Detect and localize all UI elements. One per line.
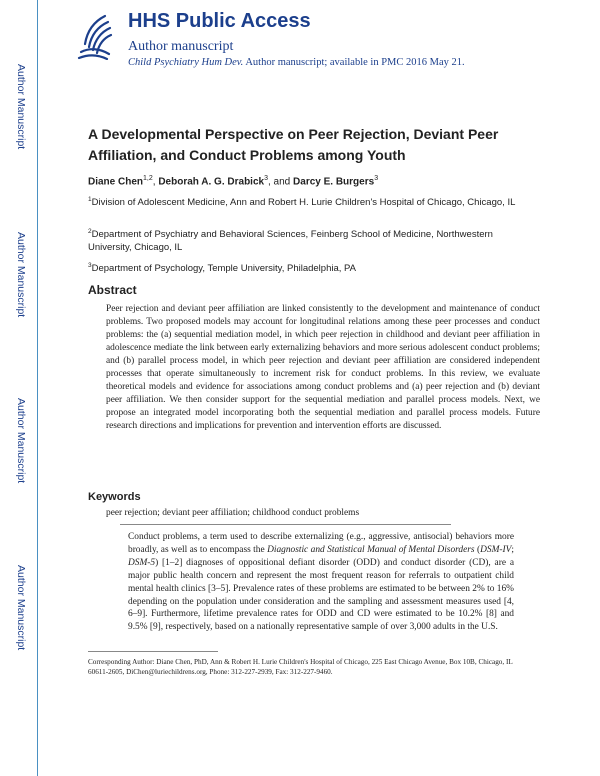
affiliation: [88, 259, 518, 275]
author-manuscript-sidebar: [0, 0, 38, 776]
affiliation-number: 3: [88, 262, 92, 269]
abstract-text: Peer rejection and deviant peer affiliation are linked consistently to the development and maintenance of conduct problems. Two proposed models may account for longitudinal relations among these peer processes and conduct problems: the (a) sequential mediation model, in which peer rejection in childhood and deviant peer affiliation in adolescence mediate the link between early externalizing behaviors and more serious adolescent conduct problems; and (b) parallel process model, in which peer rejection and deviant peer affiliation are considered independent processes that operate simultaneously to increment risk for conduct problems. In this review, we evaluate theoretical models and evidence for associations among conduct problems and (a) peer rejection and (b) deviant peer affiliation. We then consider support for the sequential mediation and parallel process models. Next, we propose an integrated model incorporating both the sequential mediation and parallel process models. Future research directions and implications for prevention and intervention efforts are discussed.: [106, 304, 540, 432]
affiliation: [88, 225, 518, 254]
availability-note: Author manuscript; available in PMC 2016 May 21.: [245, 57, 465, 68]
affiliation-text: Department of Psychology, Temple University, Philadelphia, PA: [91, 263, 356, 275]
affiliation-text: Division of Adolescent Medicine, Ann and Robert H. Lurie Children's Hospital of Chicago, Chicago, IL: [91, 197, 516, 209]
author-affiliation-marker: 3: [264, 175, 268, 182]
affiliation-number: 1: [88, 196, 92, 203]
author-name: Diane Chen: [88, 176, 144, 188]
affiliation: [88, 193, 518, 209]
author-separator: ,: [152, 176, 159, 188]
sidebar-label: Author Manuscript: [15, 565, 27, 651]
dsm-5-abbrev: DSM-5: [128, 557, 156, 568]
sidebar-divider: [37, 0, 38, 776]
section-divider: [120, 524, 451, 525]
journal-citation: [128, 57, 465, 68]
author-list: [88, 175, 378, 187]
author-affiliation-marker: 3: [374, 175, 379, 182]
author-name: Darcy E. Burgers: [293, 176, 375, 188]
author-affiliation-marker: 1,2: [143, 175, 153, 182]
affiliation-text: Department of Psychiatry and Behavioral Sciences, Feinberg School of Medicine, Northwestern University, Chicago, IL: [88, 229, 493, 254]
journal-name: Child Psychiatry Hum Dev.: [128, 57, 244, 68]
body-text-run: ;: [511, 544, 514, 555]
keywords-text: peer rejection; deviant peer affiliation; childhood conduct problems: [106, 508, 360, 518]
body-text-run: (: [474, 544, 481, 555]
footnote-divider: [88, 651, 218, 652]
keywords-heading: Keywords: [88, 491, 141, 503]
sidebar-label: Author Manuscript: [15, 398, 27, 484]
author-separator: , and: [268, 176, 294, 188]
abstract-heading: Abstract: [88, 283, 137, 297]
sidebar-label: Author Manuscript: [15, 64, 27, 150]
body-text-run: Conduct problems, a term used to describe externalizing (e.g., aggressive, antisocial) behaviors more broadly, as well as to encompass the: [128, 532, 514, 555]
sidebar-label: Author Manuscript: [15, 232, 27, 318]
hhs-public-access-title: HHS Public Access: [128, 10, 311, 32]
hhs-eagle-logo-icon: [75, 12, 115, 60]
corresponding-author-footnote: Corresponding Author: Diane Chen, PhD, Ann & Robert H. Lurie Children's Hospital of Chicago, 225 East Chicago Avenue, Box 10B, Chicago, IL 60611-2605, DiChen@luriechildrens.org, Phone: 312-227-2939, Fax: 312-227-9460.: [88, 658, 513, 676]
manual-title: Diagnostic and Statistical Manual of Mental Disorders: [267, 544, 475, 555]
author-manuscript-label: Author manuscript: [128, 39, 234, 54]
hhs-header: [75, 10, 575, 72]
body-paragraph: [128, 531, 514, 634]
affiliation-number: 2: [88, 228, 92, 235]
dsm-iv-abbrev: DSM-IV: [480, 544, 512, 555]
body-text-run: ) [1–2] diagnoses of oppositional defiant disorder (ODD) and conduct disorder (CD), are a major public health concern and represent the most frequent reason for referrals to outpatient child mental health clinics [3–5]. Prevalence rates of these problems are estimated to be between 2% to 16% depending on the population under consideration and the sampling and assessment measures used [4, 6–9]. Furthermore, lifetime prevalence rates for ODD and CD were estimated to be 10.2% [8] and 9.5% [9], respectively, based on a nationally representative sample of over 3,000 adults in the U.S.: [128, 557, 514, 633]
author-name: Deborah A. G. Drabick: [158, 176, 265, 188]
article-title: A Developmental Perspective on Peer Rejection, Deviant Peer Affiliation, and Conduct Problems among Youth: [88, 126, 499, 163]
